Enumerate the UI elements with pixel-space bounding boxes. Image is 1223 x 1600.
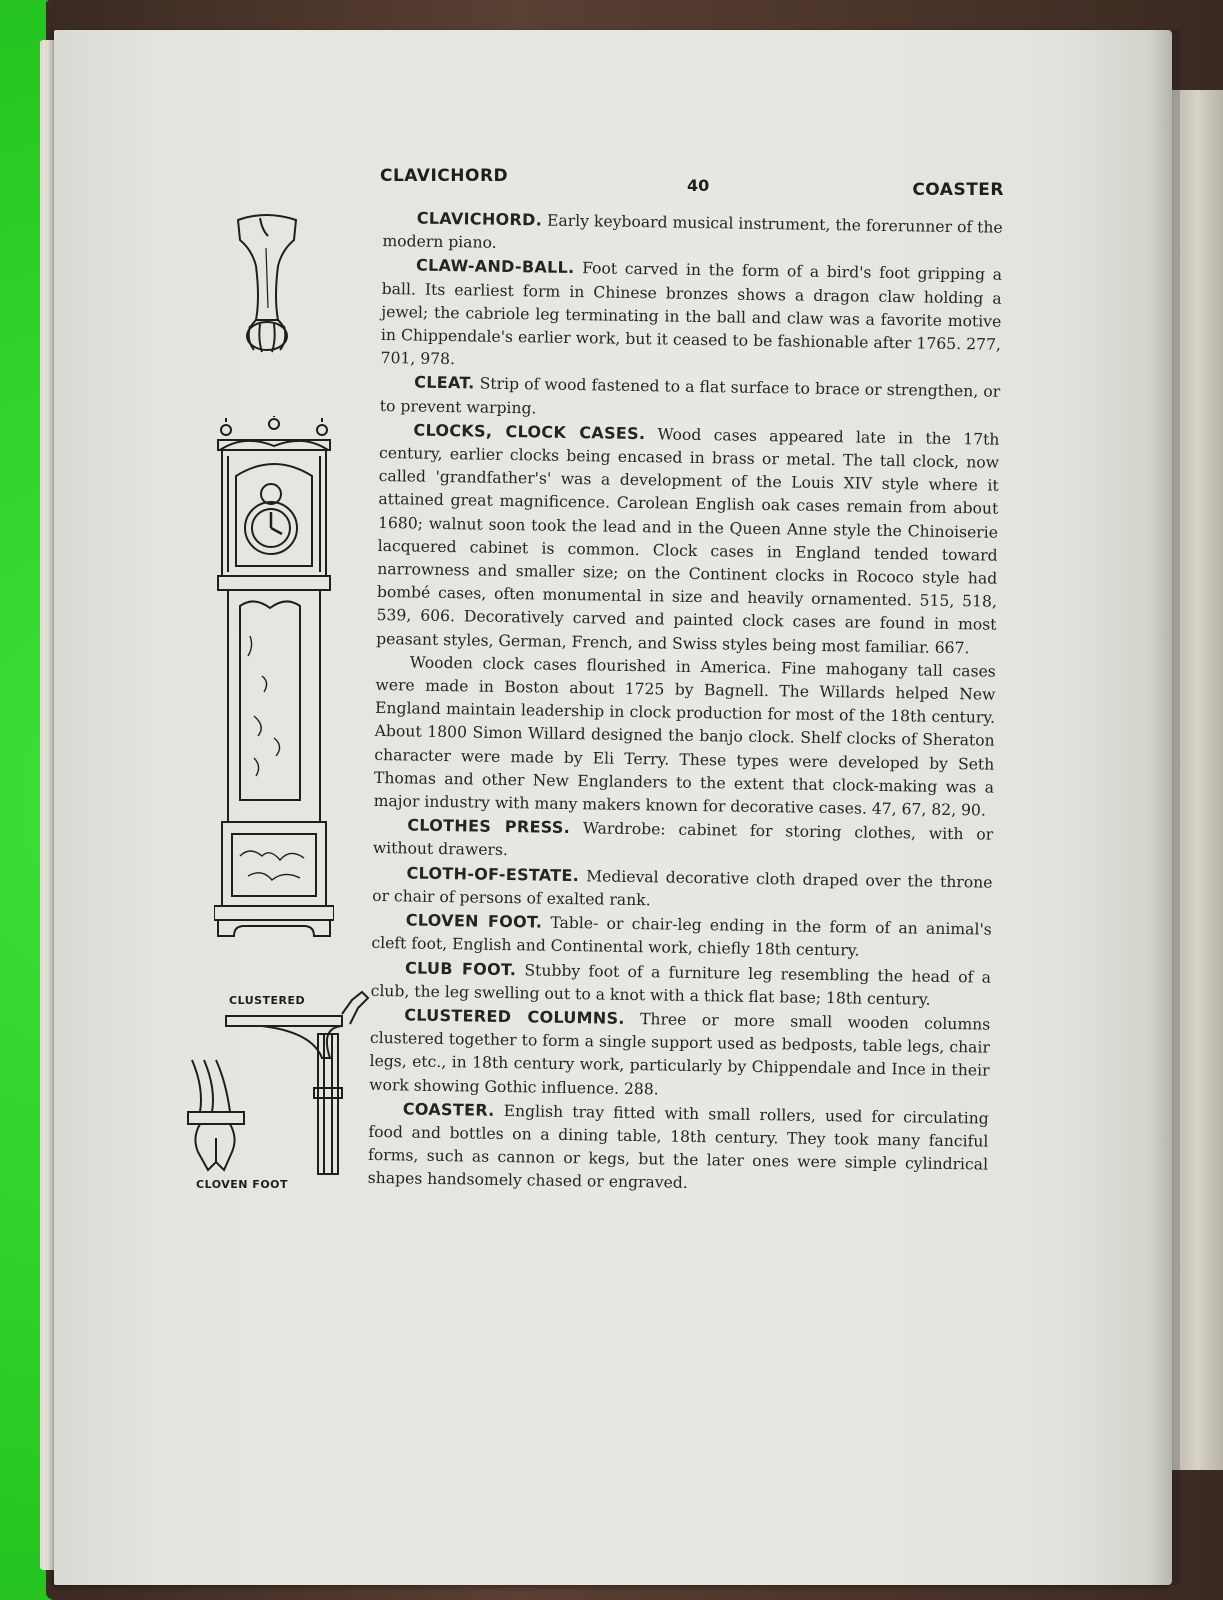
caption-cloven-foot: CLOVEN FOOT (196, 1178, 289, 1191)
gutter-shadow (1150, 30, 1180, 1585)
caption-clustered: CLUSTERED (229, 994, 306, 1007)
entry-clustered-columns (369, 1003, 990, 1107)
page-number: 40 (687, 176, 710, 195)
entry-term: CLUSTERED COLUMNS. (404, 1005, 625, 1028)
entry-term: CLEAT. (414, 372, 475, 393)
entry-term: CLOTHES PRESS. (407, 815, 571, 838)
entry-term: CLAVICHORD. (416, 208, 543, 230)
entry-text: Wooden clock cases flourished in America. Fine mahogany tall cases were made in Boston about 1725 by Bagnell. The Willards helped New England maintain leadership in clock production for most of the 18th century. About 1800 Simon Willard designed the banjo clock. Shelf clocks of Sheraton character were made by Eli Terry. These types were developed by Seth Thomas and other New Englanders to the extent that clock-making was a major industry with many makers known for decorative cases. 47, 67, 82, 90. (373, 653, 996, 820)
header-right-word: COASTER (912, 180, 1004, 200)
entry-text: Stubby foot of a furniture leg resembling the head of a club, the leg swelling out to a knot with a thick flat base; 18th century. (370, 960, 992, 1009)
entry-term: COASTER. (402, 1099, 495, 1120)
running-header (380, 166, 1020, 200)
entry-text: Medieval decorative cloth draped over the throne or chair of persons of exalted rank. (372, 866, 993, 910)
entry-text: Table- or chair-leg ending in the form of an animal's cleft foot, English and Continental work, chiefly 18th century. (371, 913, 992, 960)
entry-clocks-continued (373, 651, 995, 823)
entry-text: Early keyboard musical instrument, the forerunner of the modern piano. (382, 211, 1003, 252)
entry-term: CLAW-AND-BALL. (415, 255, 575, 278)
entry-term: CLOVEN FOOT. (405, 910, 543, 932)
entry-term: CLUB FOOT. (404, 957, 517, 979)
entry-coaster (368, 1097, 989, 1201)
tall-clock-illustration (214, 416, 334, 941)
entry-text: Three or more small wooden columns clustered together to form a single support used as bedposts, table legs, chair legs, etc., in 18th century work, particularly by Chippendale and Ince in their work showing Gothic influence. 288. (369, 1009, 991, 1098)
entry-clocks (376, 418, 1000, 661)
cloven-foot-illustration (186, 1058, 246, 1176)
entry-text: English tray fitted with small rollers, used for circulating food and bottles on a dining table, 18th century. They took many fanciful forms, such as cannon or kegs, but the later ones were simple cylindrical shapes handsomely chased or engraved. (367, 1101, 989, 1193)
claw-and-ball-foot-illustration (232, 208, 302, 358)
entry-term: CLOCKS, CLOCK CASES. (413, 420, 646, 443)
entry-text: Foot carved in the form of a bird's foot gripping a ball. Its earliest form in Chinese bronzes shows a dragon claw holding a jewel; the cabriole leg terminating in the ball and claw was a favorite motive in Chippendale's earlier work, but it ceased to be fashionable after 1765. 277, 701, 978. (380, 259, 1003, 369)
dictionary-entries (368, 206, 1003, 1200)
entry-text: Strip of wood fastened to a flat surface to brace or strengthen, or to prevent warping. (379, 374, 1001, 418)
entry-text: Wood cases appeared late in the 17th century, earlier clocks being encased in brass or metal. The tall clock, now called 'grandfather's' was a development of the Louis XIV style where it attained great magnificence. Carolean English oak cases remain from about 1680; walnut soon took the lead and in the Queen Anne style the Chinoiserie lacquered cabinet is common. Clock cases in England tended toward narrowness and smaller size; on the Continent clocks in Rococo style had bombé cases, often monumental in size and heavily ornamented. 515, 518, 539, 606. Decoratively carved and painted clock cases are found in most peasant styles, German, French, and Swiss styles being most familiar. 667. (376, 424, 1000, 657)
entry-claw-and-ball (380, 253, 1002, 380)
entry-term: CLOTH-OF-ESTATE. (406, 863, 580, 885)
header-left-word: CLAVICHORD (380, 166, 509, 186)
entry-text: Wardrobe: cabinet for storing clothes, with or without drawers. (372, 819, 994, 860)
